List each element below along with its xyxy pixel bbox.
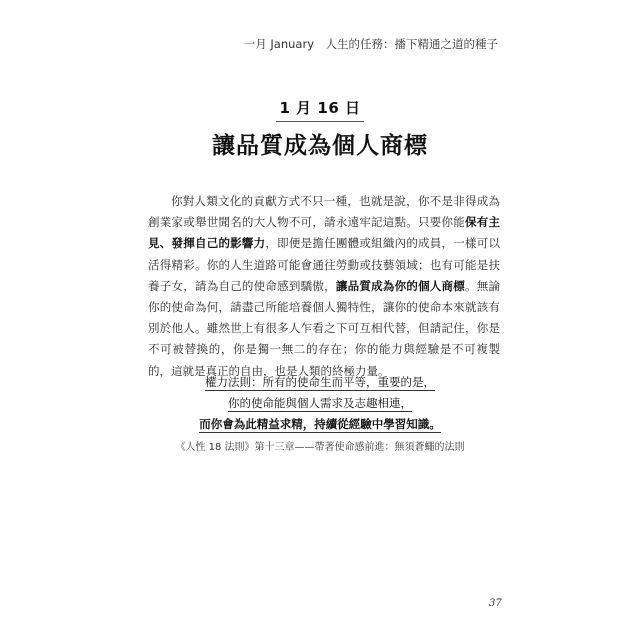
body-emphasis-1: 保有主見、發揮自己的影響力 xyxy=(148,215,500,251)
quote-line-1 xyxy=(205,374,435,391)
running-header: 一月 January 人生的任務：播下精通之道的種子 xyxy=(243,37,498,51)
body-paragraph xyxy=(148,191,500,382)
body-text-part-2: ，即便是擔任團體或組織內的成員，一樣可以活得精彩。你的人生道路可能會通往勞動或技藝領域；也有可能是扶養子女，請為自己的使命感到驕傲， xyxy=(148,236,501,293)
quote-label: 權力法則： xyxy=(205,375,263,389)
body-text-part-3: 。無論你的使命為何，請盡己所能培養個人獨特性，讓你的使命本來就該有別於他人。雖然世上有很多人乍看之下可互相代替，但請記住，你是不可被替換的，你是獨一無二的存在；你的能力與經驗是不可複製的，這就是真正的自由，也是人類的終極力量。 xyxy=(148,278,501,378)
quote-line-3: 而你會為此精益求精，持續從經驗中學習知識。 xyxy=(199,417,441,431)
body-emphasis-2: 讓品質成為你的個人商標 xyxy=(335,278,466,293)
quote-line-1-text: 所有的使命生而平等，重要的是， xyxy=(262,375,435,389)
body-text-part-1: 你對人類文化的貢獻方式不只一種，也就是說，你不是非得成為創業家或舉世聞名的大人物不可，請永遠牢記這點。只要你能 xyxy=(148,194,500,230)
power-law-quote xyxy=(0,373,640,436)
entry-date: 1 月 16 日 xyxy=(276,97,365,122)
date-heading xyxy=(0,97,640,122)
source-citation: 《人性 18 法則》第十三章——帶著使命感前進：無須蒼蠅的法則 xyxy=(175,442,465,453)
quote-line-2: 你的使命能與個人需求及志趣相連， xyxy=(228,396,412,410)
entry-title: 讓品質成為個人商標 xyxy=(212,133,428,159)
page-number: 37 xyxy=(489,598,502,609)
